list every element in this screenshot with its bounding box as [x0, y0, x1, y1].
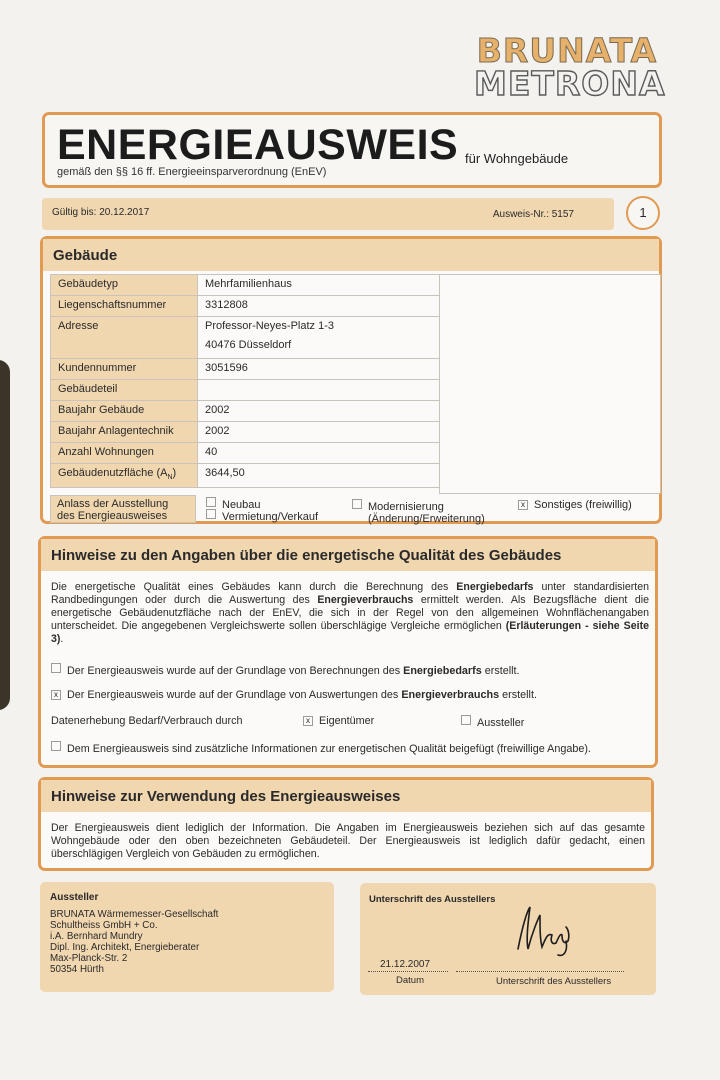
valid-until: Gültig bis: 20.12.2017 [52, 207, 150, 218]
legal-basis: gemäß den §§ 16 ff. Energieeinsparverordnung (EnEV) [57, 166, 327, 178]
quality-notes-heading: Hinweise zu den Angaben über die energetische Qualität des Gebäudes [41, 539, 655, 571]
usage-notes-text: Der Energieausweis dient lediglich der Information. Die Angaben im Energieausweis beziehen sich auf das gesamte Wohngebäude oder den oben bezeichneten Gebäudeteil. Der Energieausweis ist lediglich dafür gedacht, einen überschlägigen Vergleich von Gebäuden zu ermöglichen. [51, 822, 645, 860]
row-value: 2002 [198, 422, 445, 443]
checkbox-aussteller[interactable]: Aussteller [461, 715, 524, 729]
checkbox-sonstiges[interactable]: x Sonstiges (freiwillig) [518, 499, 632, 511]
building-heading: Gebäude [43, 239, 659, 271]
signature-box [360, 883, 656, 995]
handwritten-signature [510, 899, 580, 959]
row-label: Kundennummer [51, 359, 198, 380]
row-value: 3312808 [198, 296, 445, 317]
issuer-box [40, 882, 334, 992]
issuer-address: BRUNATA Wärmemesser-Gesellschaft Schultheiss GmbH + Co. i.A. Bernhard Mundry Dipl. Ing. Architekt, Energieberater Max-Planck-Str. 2 50354 Hürth [50, 909, 219, 975]
title-box [42, 112, 662, 188]
checkbox-icon [206, 509, 216, 519]
table-row [51, 380, 445, 401]
validity-bar [42, 198, 614, 230]
binder-clip [0, 360, 10, 710]
address-value [198, 317, 445, 359]
table-row [51, 296, 445, 317]
checkbox-icon [352, 499, 362, 509]
row-label: Liegenschaftsnummer [51, 296, 198, 317]
row-label: Gebäudenutzfläche $(A_N)$ [51, 464, 198, 488]
table-row [51, 464, 445, 488]
checkbox-icon [206, 497, 216, 507]
checkbox-zusatzinfo[interactable]: Dem Energieausweis sind zusätzliche Informationen zur energetischen Qualität beigefügt (freiwillige Angabe). [51, 741, 591, 755]
date-line [368, 971, 448, 972]
row-value: 3051596 [198, 359, 445, 380]
checkbox-neubau[interactable]: Neubau [206, 497, 261, 511]
checkbox-icon [51, 663, 61, 673]
table-row [51, 317, 445, 359]
document-title: ENERGIEAUSWEIS [57, 121, 459, 169]
row-label: Baujahr Gebäude [51, 401, 198, 422]
checked-icon: x [303, 716, 313, 726]
row-label: Baujahr Anlagentechnik [51, 422, 198, 443]
issue-reason-row [50, 495, 659, 524]
table-row [51, 401, 445, 422]
row-value: 3644,50 [198, 464, 445, 488]
row-label: Adresse [51, 317, 198, 359]
checked-icon: x [518, 500, 528, 510]
address-line-1: Professor-Neyes-Platz 1-3 [205, 320, 334, 332]
checkbox-icon [461, 715, 471, 725]
logo-line-1: BRUNATA [476, 31, 658, 70]
row-value [198, 380, 445, 401]
table-row [51, 422, 445, 443]
building-section [40, 236, 662, 524]
table-row [51, 275, 445, 296]
date-label: Datum [396, 975, 424, 986]
signature-date: 21.12.2007 [380, 959, 431, 970]
usage-notes-section [38, 777, 654, 871]
checked-icon: x [51, 690, 61, 700]
address-line-2: 40476 Düsseldorf [205, 339, 292, 351]
logo-line-2: METRONA [474, 64, 666, 103]
row-label: Gebäudeteil [51, 380, 198, 401]
row-value: 40 [198, 443, 445, 464]
signature-label: Unterschrift des Ausstellers [496, 976, 612, 987]
checkbox-icon [51, 741, 61, 751]
checkbox-bedarf[interactable]: Der Energieausweis wurde auf der Grundlage von Berechnungen des Energiebedarfs erstellt. [51, 663, 520, 677]
quality-notes-section [38, 536, 658, 768]
data-collection-label: Datenerhebung Bedarf/Verbrauch durch [51, 715, 243, 727]
page-number: 1 [626, 196, 660, 230]
row-value: 2002 [198, 401, 445, 422]
table-row [51, 359, 445, 380]
checkbox-eigentuemer[interactable]: x Eigentümer [303, 715, 374, 727]
row-value: Mehrfamilienhaus [198, 275, 445, 296]
signature-heading: Unterschrift des Ausstellers [369, 894, 496, 905]
certificate-number: Ausweis-Nr.: 5157 [492, 209, 574, 220]
building-table [50, 274, 445, 488]
signature-line [456, 971, 624, 972]
checkbox-verbrauch[interactable]: x Der Energieausweis wurde auf der Grundlage von Auswertungen des Energieverbrauchs erstellt. [51, 689, 537, 701]
usage-notes-heading: Hinweise zur Verwendung des Energieausweises [41, 780, 651, 812]
issuer-heading: Aussteller [50, 892, 99, 903]
row-label: Anzahl Wohnungen [51, 443, 198, 464]
issue-reason-label: Anlass der Ausstellung des Energieausweises [50, 495, 196, 523]
building-photo-area [439, 274, 661, 494]
checkbox-vermietung[interactable]: Vermietung/Verkauf [206, 509, 318, 523]
document-subtitle: für Wohngebäude [465, 151, 569, 166]
brunata-metrona-logo [474, 31, 666, 103]
table-row [51, 443, 445, 464]
quality-notes-text: Die energetische Qualität eines Gebäudes kann durch die Berechnung des Energiebedarfs unter standardisierten Randbedingungen oder durch die Auswertung des Energieverbrauchs ermittelt werden. Als Bezugsfläche dient die energetische Gebäudenutzfläche nach der EnEV, die sich in der Regel von den allgemeinen Wohnflächenangaben unterscheidet. Die angegebenen Vergleichswerte sollen überschlägige Vergleiche ermöglichen (Erläuterungen - siehe Seite 3). [51, 581, 650, 645]
row-label: Gebäudetyp [51, 275, 198, 296]
checkbox-modernisierung[interactable]: Modernisierung (Änderung/Erweiterung) [352, 499, 485, 525]
